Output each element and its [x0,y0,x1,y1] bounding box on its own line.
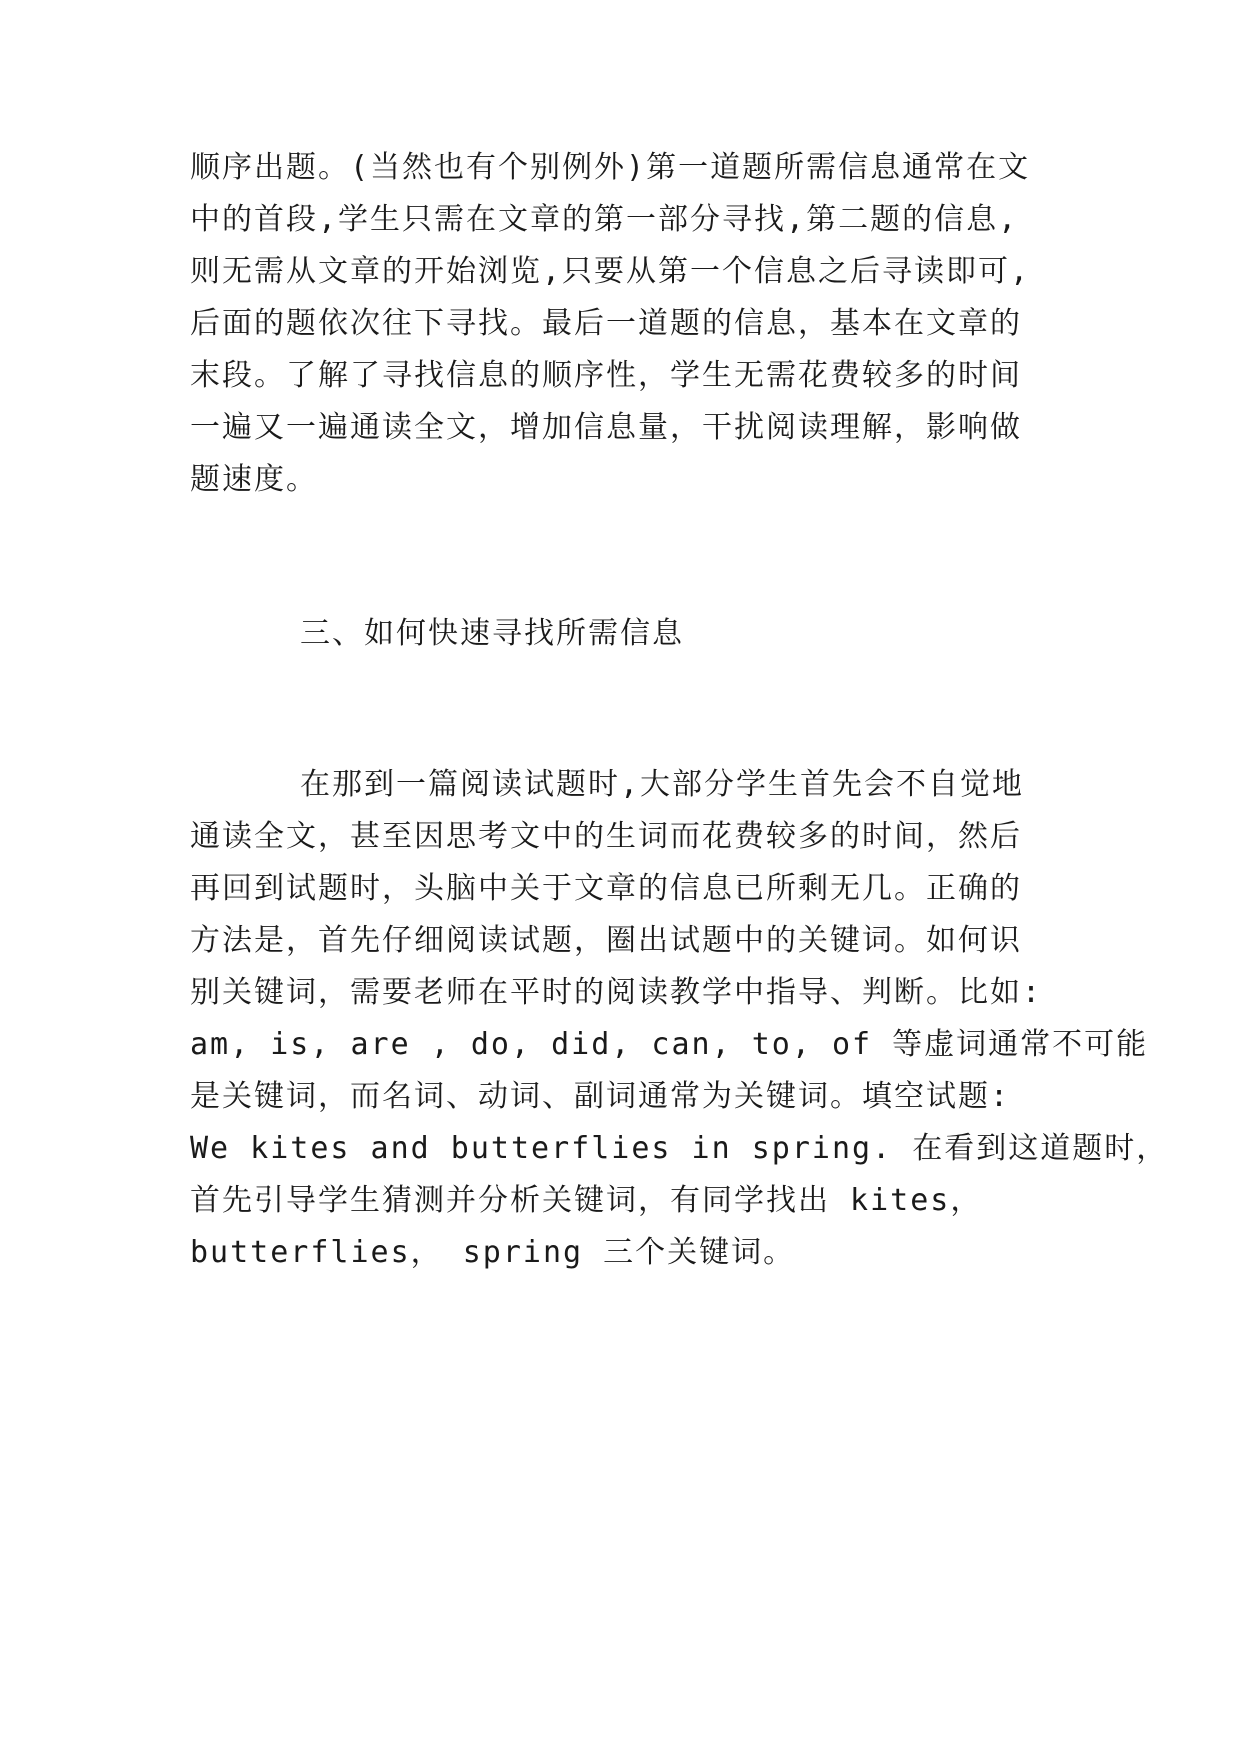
text-line: 方法是，首先仔细阅读试题，圈出试题中的关键词。如何识 [190,923,1022,958]
text-line: 别关键词，需要老师在平时的阅读教学中指导、判断。比如: [190,975,1043,1010]
text-line: We kites and butterflies in spring. 在看到这道题时， [190,1131,1169,1166]
text-line: 末段。了解了寻找信息的顺序性，学生无需花费较多的时间 [190,358,1022,393]
text-line: 是关键词，而名词、动词、副词通常为关键词。填空试题: [190,1079,1011,1114]
text-line: 顺序出题。(当然也有个别例外)第一道题所需信息通常在文 [190,150,1031,185]
text-line: 一遍又一遍通读全文，增加信息量，干扰阅读理解，影响做 [190,410,1022,445]
text-line: 在那到一篇阅读试题时,大部分学生首先会不自觉地 [300,767,1025,802]
text-line: 则无需从文章的开始浏览,只要从第一个信息之后寻读即可, [190,254,1031,289]
text-line: 再回到试题时，头脑中关于文章的信息已所剩无几。正确的 [190,871,1022,906]
text-line: 题速度。 [190,462,318,497]
text-line: am, is, are , do, did, can, to, of 等虚词通常不可能 [190,1027,1149,1062]
text-line: butterflies， spring 三个关键词。 [190,1235,796,1270]
text-line: 通读全文，甚至因思考文中的生词而花费较多的时间，然后 [190,819,1022,854]
text-line: 后面的题依次往下寻找。最后一道题的信息，基本在文章的 [190,306,1022,341]
section-heading: 三、如何快速寻找所需信息 [300,616,684,651]
text-line: 首先引导学生猜测并分析关键词，有同学找出 kites， [190,1183,983,1218]
text-line: 中的首段,学生只需在文章的第一部分寻找,第二题的信息, [190,202,1019,237]
